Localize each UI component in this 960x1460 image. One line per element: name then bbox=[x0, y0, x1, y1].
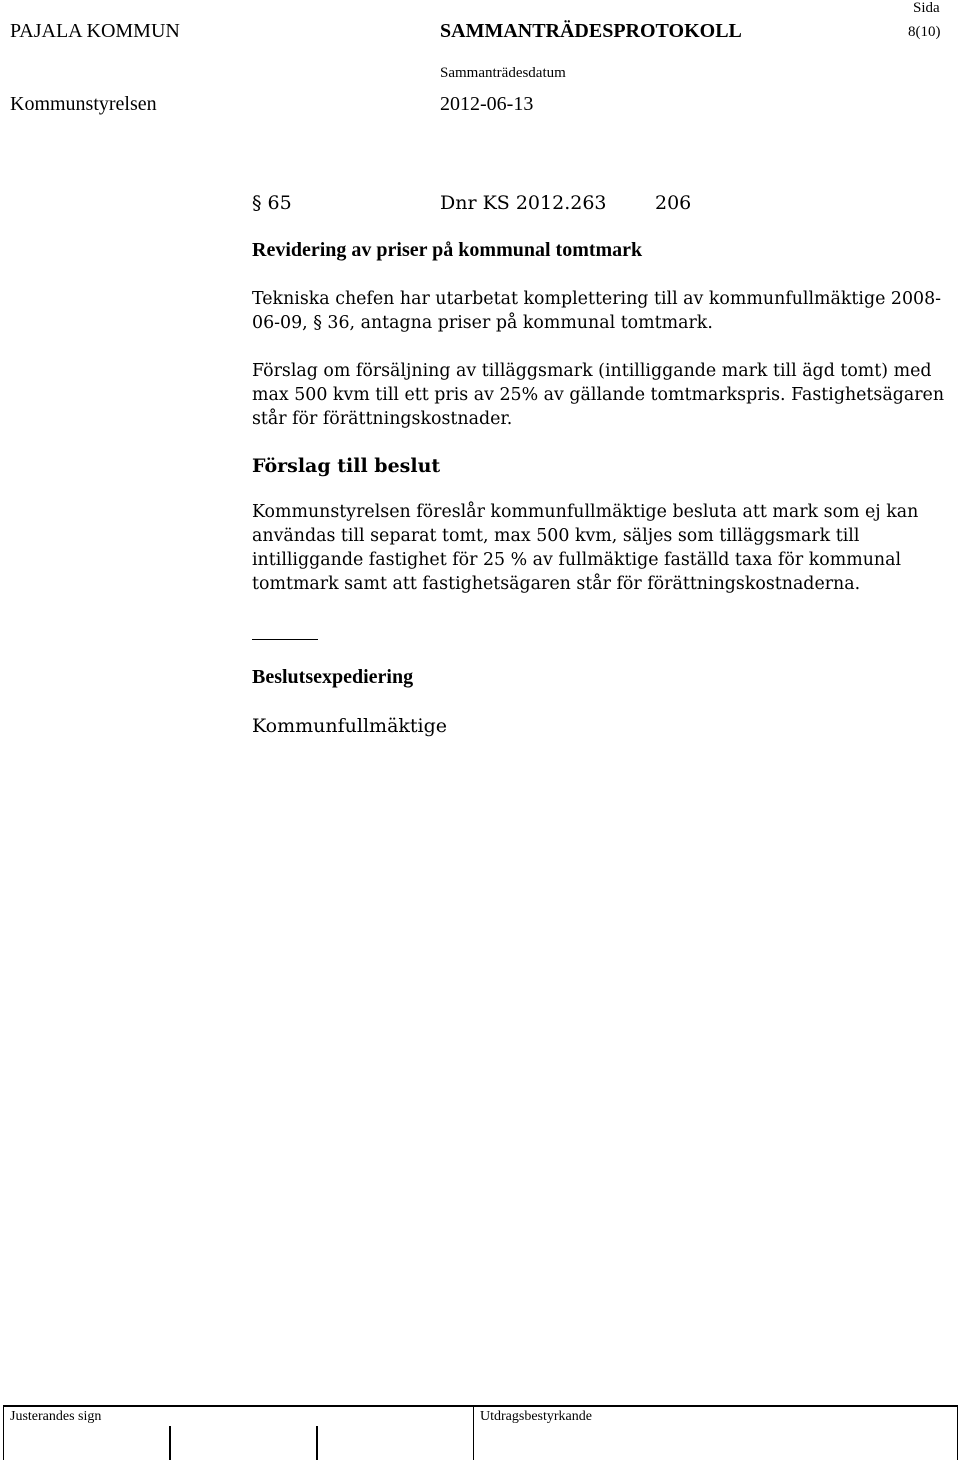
meeting-date-label: Sammanträdesdatum bbox=[440, 65, 566, 81]
footer-middle-divider bbox=[473, 1405, 474, 1460]
separator-line bbox=[252, 639, 318, 640]
intro-paragraph: Tekniska chefen har utarbetat komplettering till av kommunfullmäktige 2008-06-09, § 36, antagna priser på kommunal tomtmark. bbox=[252, 289, 942, 333]
diary-number: Dnr KS 2012.263 bbox=[440, 192, 607, 214]
footer-right-border bbox=[957, 1405, 958, 1460]
footer-top-line bbox=[3, 1405, 958, 1407]
page-label: Sida bbox=[913, 0, 940, 16]
decision-heading: Förslag till beslut bbox=[252, 455, 441, 477]
item-title: Revidering av priser på kommunal tomtmark bbox=[252, 239, 643, 261]
page-number: 8(10) bbox=[908, 24, 941, 40]
organization-name: PAJALA KOMMUN bbox=[10, 20, 180, 42]
signature-box-divider-2 bbox=[316, 1426, 318, 1460]
decision-paragraph: Kommunstyrelsen föreslår kommunfullmäktige besluta att mark som ej kan användas till separat tomt, max 500 kvm, säljes som tilläggsmark till intilliggande fastighet för 25 % av fullmäktige faställd taxa för kommunal tomtmark samt att fastighetsägaren står för förättningskostnaderna. bbox=[252, 502, 919, 594]
utdrag-label: Utdragsbestyrkande bbox=[480, 1409, 592, 1424]
signature-box-divider-1 bbox=[169, 1426, 171, 1460]
archive-code: 206 bbox=[655, 192, 692, 214]
dispatch-heading: Beslutsexpediering bbox=[252, 666, 414, 688]
section-number: § 65 bbox=[252, 192, 292, 214]
proposal-paragraph: Förslag om försäljning av tilläggsmark (intilliggande mark till ägd tomt) med max 500 kvm till ett pris av 25% av gällande tomtmarkspris. Fastighetsägaren står för förättningskostnader. bbox=[252, 361, 945, 429]
document-type: SAMMANTRÄDESPROTOKOLL bbox=[440, 20, 742, 42]
footer-left-border bbox=[3, 1405, 4, 1460]
committee-name: Kommunstyrelsen bbox=[10, 93, 157, 115]
meeting-date: 2012-06-13 bbox=[440, 93, 534, 115]
dispatch-recipient: Kommunfullmäktige bbox=[252, 715, 448, 737]
justering-label: Justerandes sign bbox=[10, 1409, 102, 1424]
